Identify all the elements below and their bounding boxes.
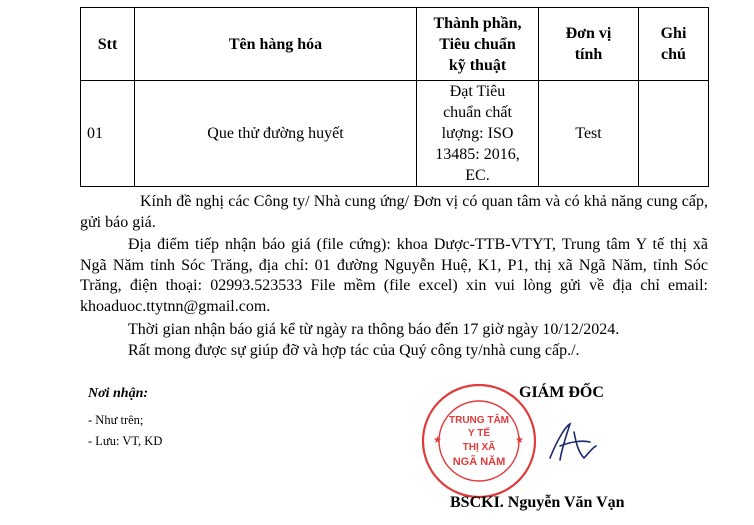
recipient-item: - Như trên;: [88, 413, 144, 427]
closing-paragraph: Rất mong được sự giúp đỡ và hợp tác của Quý công ty/nhà cung cấp./.: [128, 342, 580, 359]
header-stt: Stt: [81, 8, 135, 81]
seal-line2: Y TẾ: [467, 428, 491, 439]
deadline-paragraph: Thời gian nhận báo giá kể từ ngày ra thông báo đến 17 giờ ngày 10/12/2024.: [128, 321, 620, 338]
seal-star-icon: ★: [515, 435, 524, 446]
header-note: Ghi chú: [639, 8, 709, 81]
director-title: GIÁM ĐỐC: [519, 384, 604, 401]
cell-note: [639, 81, 709, 187]
goods-table: [80, 7, 709, 187]
cell-stt: 01: [81, 81, 135, 187]
seal-line4: NGÃ NĂM: [452, 456, 506, 468]
recipients-block: [88, 386, 162, 452]
cell-name: Que thử đường huyết: [135, 81, 417, 187]
header-unit: Đơn vị tính: [539, 8, 639, 81]
cell-unit: Test: [539, 81, 639, 187]
seal-line1: TRUNG TÂM: [449, 415, 509, 426]
header-name: Tên hàng hóa: [135, 8, 417, 81]
request-paragraph: Kính đề nghị các Công ty/ Nhà cung ứng/ Đơn vị có quan tâm và có khả năng cung cấp, gửi báo giá.: [80, 193, 708, 231]
recipients-title: Nơi nhận:: [88, 386, 149, 401]
table-row: [81, 81, 709, 187]
seal-star-icon: ★: [433, 435, 442, 446]
address-paragraph: Địa điểm tiếp nhận báo giá (file cứng): khoa Dược-TTB-VTYT, Trung tâm Y tế thị xã Ngã Năm tỉnh Sóc Trăng, địa chỉ: 01 đường Nguyễn Huệ, K1, P1, thị xã Ngã Năm, tỉnh Sóc Trăng, điện thoại: 02993.523533 File mềm (file excel) xin vui lòng gửi về địa chỉ email: khoaduoc.ttytnn@gmail.com.: [80, 236, 708, 315]
director-name: BSCKI. Nguyễn Văn Vạn: [450, 494, 625, 511]
cell-spec: Đạt Tiêu chuẩn chất lượng: ISO 13485: 2016, EC.: [417, 81, 539, 187]
seal-line3: THỊ XÃ: [462, 442, 496, 453]
table-header-row: [81, 8, 709, 81]
header-spec: Thành phần, Tiêu chuẩn kỹ thuật: [417, 8, 539, 81]
signature: [540, 418, 600, 468]
recipient-item: - Lưu: VT, KD: [88, 434, 163, 448]
